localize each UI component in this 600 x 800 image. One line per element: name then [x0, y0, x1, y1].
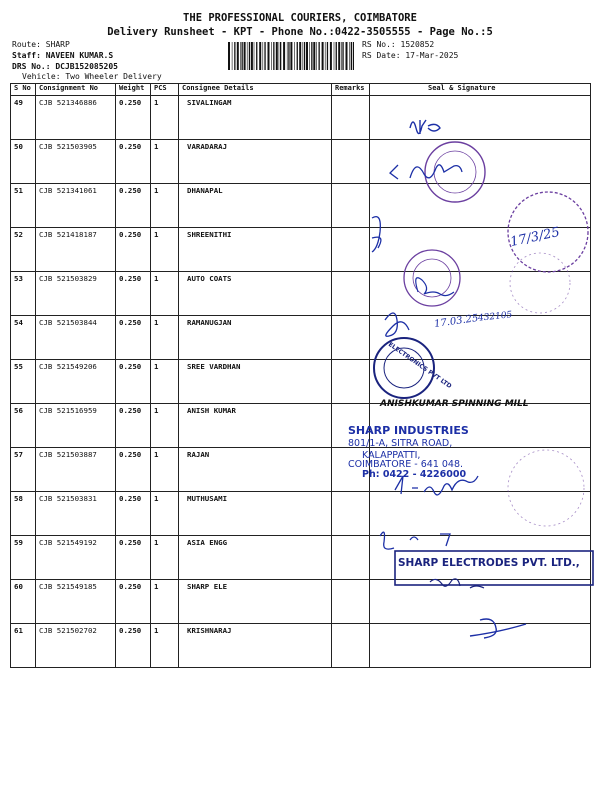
table-row	[11, 316, 591, 360]
stamp-sharp-industries-name: SHARP INDUSTRIES	[348, 424, 469, 437]
barcode-bar	[237, 42, 239, 70]
cell-weight: 0.250	[116, 580, 151, 624]
barcode-bar	[242, 42, 243, 70]
cell-seal	[370, 624, 591, 668]
cell-sno: 50	[11, 140, 36, 184]
cell-weight: 0.250	[116, 316, 151, 360]
cell-sno: 52	[11, 228, 36, 272]
barcode-bar	[299, 42, 301, 70]
barcode-bar	[232, 42, 233, 70]
stamp-sharp-industries-line2: KALAPPATTI,	[362, 450, 421, 461]
table-header-row	[11, 84, 591, 96]
cell-consignment: CJB 521503905	[36, 140, 116, 184]
barcode-bar	[351, 42, 352, 70]
cell-consignment: CJB 521503831	[36, 492, 116, 536]
cell-weight: 0.250	[116, 536, 151, 580]
cell-consignee: DHANAPAL	[179, 184, 332, 228]
cell-weight: 0.250	[116, 140, 151, 184]
table-row	[11, 184, 591, 228]
table-row	[11, 96, 591, 140]
cell-consignment: CJB 521346886	[36, 96, 116, 140]
cell-pcs: 1	[151, 316, 179, 360]
drs-label: DRS No.: DCJB152085205	[12, 62, 118, 71]
cell-remarks	[332, 140, 370, 184]
cell-remarks	[332, 228, 370, 272]
table-row	[11, 360, 591, 404]
barcode-bar	[283, 42, 285, 70]
cell-sno: 54	[11, 316, 36, 360]
table-row	[11, 492, 591, 536]
cell-consignment: CJB 521516959	[36, 404, 116, 448]
barcode-bar	[330, 42, 332, 70]
barcode-bar	[346, 42, 348, 70]
barcode-bar	[256, 42, 257, 70]
barcode-bar	[319, 42, 320, 70]
cell-seal	[370, 580, 591, 624]
cell-consignment: CJB 521503844	[36, 316, 116, 360]
cell-seal	[370, 360, 591, 404]
cell-sno: 55	[11, 360, 36, 404]
cell-remarks	[332, 96, 370, 140]
table-row	[11, 580, 591, 624]
cell-sno: 49	[11, 96, 36, 140]
stamp-sharp-industries-line1: 801/1-A, SITRA ROAD,	[348, 438, 453, 449]
column-header: Remarks	[332, 84, 370, 96]
cell-weight: 0.250	[116, 624, 151, 668]
barcode-bar	[280, 42, 281, 70]
cell-remarks	[332, 316, 370, 360]
handwritten-date-52: 17/3/25	[508, 224, 562, 251]
barcode-bar	[304, 42, 305, 70]
cell-seal	[370, 96, 591, 140]
cell-pcs: 1	[151, 492, 179, 536]
cell-remarks	[332, 448, 370, 492]
barcode-bar	[254, 42, 255, 70]
barcode-bar	[271, 42, 272, 70]
cell-seal	[370, 536, 591, 580]
table-row	[11, 228, 591, 272]
stamp-sharp-industries-line3: COIMBATORE - 641 048.	[348, 459, 464, 470]
cell-consignment: CJB 521549185	[36, 580, 116, 624]
cell-pcs: 1	[151, 272, 179, 316]
barcode-bar	[309, 42, 310, 70]
runsheet-table	[10, 83, 591, 668]
company-title: THE PROFESSIONAL COURIERS, COIMBATORE	[183, 12, 417, 24]
barcode-bar	[276, 42, 278, 70]
cell-seal	[370, 316, 591, 360]
barcode-bar	[322, 42, 324, 70]
cell-weight: 0.250	[116, 360, 151, 404]
table-row	[11, 536, 591, 580]
cell-weight: 0.250	[116, 448, 151, 492]
column-header: S No	[11, 84, 36, 96]
runsheet-subtitle: Delivery Runsheet - KPT - Phone No.:0422-3505555 - Page No.:5	[107, 26, 493, 38]
barcode-bar	[279, 42, 280, 70]
barcode-bar	[273, 42, 274, 70]
cell-consignee: ASIA ENGG	[179, 536, 332, 580]
cell-consignee: SREE VARDHAN	[179, 360, 332, 404]
cell-pcs: 1	[151, 184, 179, 228]
table-row	[11, 624, 591, 668]
table-row	[11, 140, 591, 184]
cell-weight: 0.250	[116, 96, 151, 140]
barcode-image	[228, 42, 354, 70]
barcode-bar	[311, 42, 312, 70]
barcode-bar	[336, 42, 337, 70]
cell-pcs: 1	[151, 580, 179, 624]
cell-seal	[370, 140, 591, 184]
barcode-bar	[297, 42, 298, 70]
barcode-bar	[294, 42, 295, 70]
barcode-bar	[306, 42, 308, 70]
cell-pcs: 1	[151, 96, 179, 140]
cell-consignee: RAJAN	[179, 448, 332, 492]
barcode-bar	[338, 42, 340, 70]
cell-remarks	[332, 580, 370, 624]
stamp-electronics-text: ELECTRONICS PVT LTD	[386, 340, 453, 391]
cell-seal	[370, 184, 591, 228]
cell-seal	[370, 228, 591, 272]
cell-consignee: SIVALINGAM	[179, 96, 332, 140]
cell-weight: 0.250	[116, 492, 151, 536]
column-header: Weight	[116, 84, 151, 96]
barcode-bar	[290, 42, 292, 70]
handwritten-date-54: 17.03.25	[433, 312, 480, 331]
cell-consignment: CJB 521549192	[36, 536, 116, 580]
barcode-bar	[303, 42, 304, 70]
cell-pcs: 1	[151, 448, 179, 492]
cell-consignment: CJB 521503887	[36, 448, 116, 492]
column-header: Consignment No	[36, 84, 116, 96]
barcode-bar	[327, 42, 328, 70]
cell-remarks	[332, 492, 370, 536]
barcode-bar	[341, 42, 342, 70]
cell-sno: 51	[11, 184, 36, 228]
cell-remarks	[332, 536, 370, 580]
cell-remarks	[332, 624, 370, 668]
barcode-bar	[251, 42, 253, 70]
cell-weight: 0.250	[116, 404, 151, 448]
cell-seal	[370, 448, 591, 492]
barcode-bar	[268, 42, 270, 70]
cell-pcs: 1	[151, 404, 179, 448]
barcode-bar	[287, 42, 288, 70]
route-label: Route: SHARP	[12, 40, 70, 49]
barcode-bar	[325, 42, 326, 70]
column-header: Seal & Signature	[370, 84, 591, 96]
cell-sno: 53	[11, 272, 36, 316]
cell-consignment: CJB 521549206	[36, 360, 116, 404]
cell-sno: 61	[11, 624, 36, 668]
cell-remarks	[332, 272, 370, 316]
table-row	[11, 272, 591, 316]
cell-pcs: 1	[151, 360, 179, 404]
cell-consignee: MUTHUSAMI	[179, 492, 332, 536]
cell-sno: 57	[11, 448, 36, 492]
cell-consignment: CJB 521502702	[36, 624, 116, 668]
cell-sno: 59	[11, 536, 36, 580]
barcode-bar	[259, 42, 261, 70]
table-row	[11, 448, 591, 492]
cell-sno: 60	[11, 580, 36, 624]
barcode-bar	[240, 42, 241, 70]
vehicle-label: Vehicle: Two Wheeler Delivery	[22, 72, 162, 81]
barcode-bar	[316, 42, 317, 70]
cell-pcs: 1	[151, 228, 179, 272]
barcode-bar	[247, 42, 248, 70]
cell-seal	[370, 492, 591, 536]
barcode-bar	[263, 42, 264, 70]
cell-remarks	[332, 404, 370, 448]
cell-pcs: 1	[151, 536, 179, 580]
cell-consignment: CJB 521418187	[36, 228, 116, 272]
column-header: Consignee Details	[179, 84, 332, 96]
staff-label: Staff: NAVEEN KUMAR.S	[12, 51, 114, 60]
cell-consignee: VARADARAJ	[179, 140, 332, 184]
barcode-bar	[228, 42, 230, 70]
barcode-bar	[264, 42, 265, 70]
rs-number: RS No.: 1520852	[362, 40, 435, 49]
cell-consignee: AUTO COATS	[179, 272, 332, 316]
stamp-anishkumar-text: ANISHKUMAR SPINNING MILL	[380, 399, 529, 409]
barcode-bar	[288, 42, 289, 70]
handwritten-note-54: 432105	[477, 310, 513, 324]
cell-weight: 0.250	[116, 272, 151, 316]
cell-consignment: CJB 521503829	[36, 272, 116, 316]
cell-consignee: RAMANUGJAN	[179, 316, 332, 360]
cell-weight: 0.250	[116, 184, 151, 228]
cell-seal	[370, 272, 591, 316]
barcode-bar	[234, 42, 235, 70]
cell-consignee: SHARP ELE	[179, 580, 332, 624]
column-header: PCS	[151, 84, 179, 96]
cell-remarks	[332, 184, 370, 228]
barcode-bar	[249, 42, 250, 70]
cell-remarks	[332, 360, 370, 404]
barcode-bar	[353, 42, 354, 70]
cell-sno: 58	[11, 492, 36, 536]
barcode-bar	[313, 42, 315, 70]
rs-date: RS Date: 17-Mar-2025	[362, 51, 459, 60]
cell-pcs: 1	[151, 624, 179, 668]
cell-sno: 56	[11, 404, 36, 448]
cell-seal	[370, 404, 591, 448]
cell-consignee: ANISH KUMAR	[179, 404, 332, 448]
cell-weight: 0.250	[116, 228, 151, 272]
barcode-bar	[342, 42, 343, 70]
barcode-bar	[334, 42, 335, 70]
cell-pcs: 1	[151, 140, 179, 184]
barcode-bar	[244, 42, 246, 70]
cell-consignee: KRISHNARAJ	[179, 624, 332, 668]
cell-consignee: SHREENITHI	[179, 228, 332, 272]
stamp-sharp-electrodes-text: SHARP ELECTRODES PVT. LTD.,	[398, 557, 580, 569]
barcode-bar	[349, 42, 350, 70]
stamp-sharp-industries-phone: Ph: 0422 - 4226000	[362, 469, 467, 480]
cell-consignment: CJB 521341061	[36, 184, 116, 228]
table-row	[11, 404, 591, 448]
